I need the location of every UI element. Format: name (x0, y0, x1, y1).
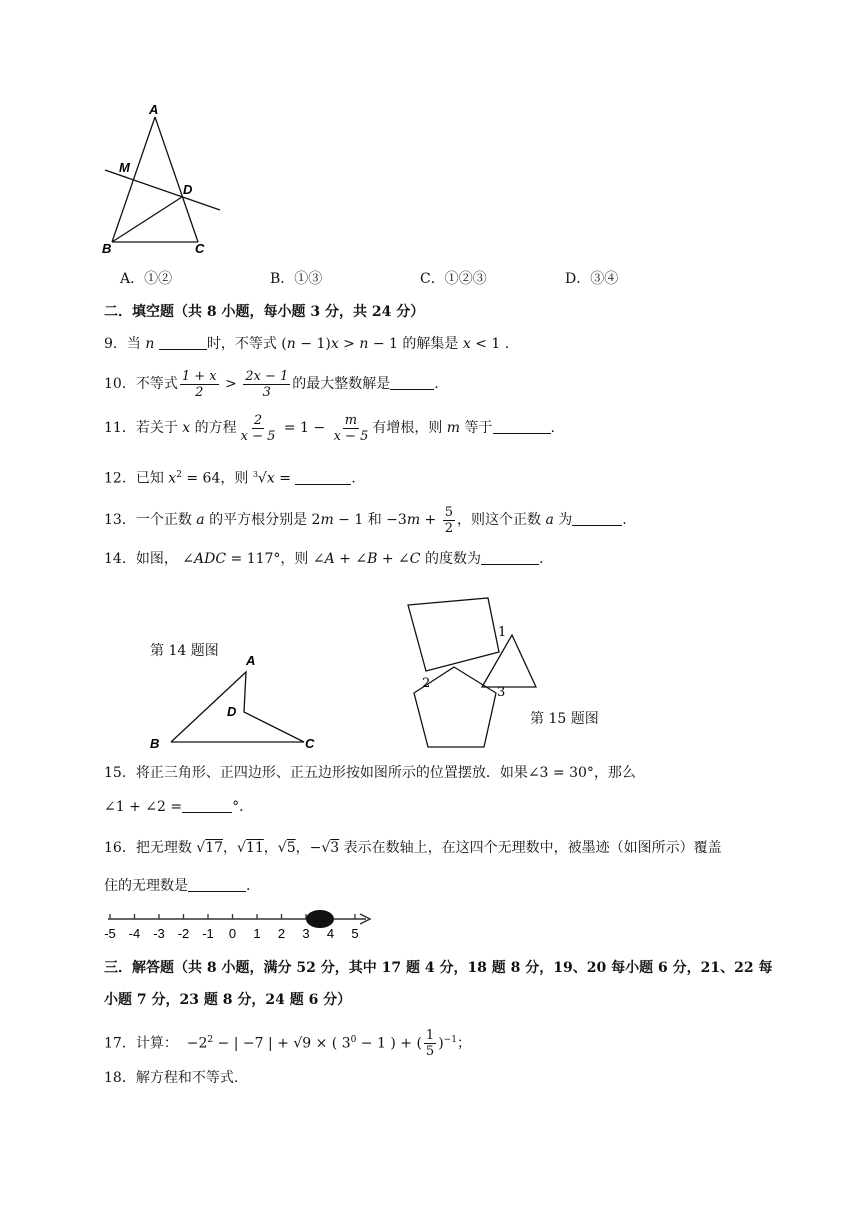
figure-15 (400, 595, 550, 755)
fig15-label-1: 1 (498, 625, 507, 640)
question-11: 11．若关于 x 的方程 $\frac{2}{x - 5}$ = 1 − $\frac{m}{x - 5}$ 有增根，则 m 等于 . (104, 412, 555, 444)
fig14-label-C: C (305, 736, 315, 751)
option-a: A．①② (120, 271, 173, 287)
figure-14-caption: 第 14 题图 (150, 643, 219, 659)
number-line (100, 908, 380, 944)
question-15-line1: 15．将正三角形、正四边形、正五边形按如图所示的位置摆放．如果∠3 = 30°，那么 (104, 765, 636, 781)
section2-title: 二．填空题（共 8 小题，每小题 3 分，共 24 分） (104, 304, 425, 320)
option-b: B．①③ (270, 271, 323, 287)
tick-label: -2 (177, 926, 190, 941)
tick-label: 3 (302, 926, 310, 941)
tick-label: 0 (228, 926, 237, 941)
label-D: D (183, 182, 193, 197)
tick-label: -1 (202, 926, 214, 941)
tick-label: 2 (277, 926, 286, 941)
question-13: 13．一个正数 a 的平方根分别是 2m − 1 和 −3m + $\frac{5}{2}$ ，则这个正数 a 为 . (104, 504, 627, 536)
question-12: 12．已知 $x^2 = 64$，则 $^3$√x = . (104, 470, 356, 487)
label-B: B (102, 241, 112, 256)
question-18: 18．解方程和不等式. (104, 1070, 239, 1086)
fig14-label-D: D (227, 704, 237, 719)
section3-line2: 小题 7 分，23 题 8 分，24 题 6 分） (104, 992, 352, 1008)
label-C: C (195, 241, 205, 256)
triangle-figure-top (95, 100, 235, 260)
question-9: 9．当 n 时，不等式 (n − 1)x > n − 1 的解集是 x < 1 . (104, 336, 510, 352)
fig15-label-3: 3 (497, 685, 506, 700)
figure-15-caption: 第 15 题图 (530, 711, 599, 727)
question-17: 17．计算： $-2^2$ − | −7 | + √9 × ( $3^0 - 1$ ) + ( $\frac{1}{5}$ )$^{-1}$； (104, 1028, 471, 1060)
figure-14 (140, 650, 340, 755)
question-10: 10．不等式 $\frac{1 + x}{2}$ > $\frac{2x - 1}{3}$ 的最大整数解是 . (104, 368, 439, 400)
tick-label: 4 (326, 926, 335, 941)
question-16-line2: 住的无理数是 . (104, 878, 251, 894)
tick-label: 1 (253, 926, 261, 941)
tick-label: -5 (104, 926, 116, 941)
fig14-label-B: B (150, 736, 160, 751)
fig14-label-A: A (246, 653, 256, 668)
option-d: D．③④ (565, 271, 619, 287)
ink-blot (306, 910, 334, 928)
tick-label: -3 (153, 926, 165, 941)
tick-label: 5 (351, 926, 359, 941)
tick-label: -4 (128, 926, 141, 941)
section3-line1: 三．解答题（共 8 小题，满分 52 分，其中 17 题 4 分，18 题 8 分，19、20 每小题 6 分，21、22 每 (104, 960, 773, 976)
question-15-line2: ∠1 + ∠2 = °． (104, 799, 254, 815)
question-16-line1: 16．把无理数 √17，√11，√5，−√3 表示在数轴上，在这四个无理数中，被墨迹（如图所示）覆盖 (104, 840, 722, 856)
question-14: 14．如图， ∠ADC = 117°，则 ∠A + ∠B + ∠C 的度数为 . (104, 551, 544, 567)
option-c: C．①②③ (420, 271, 487, 287)
fig15-label-2: 2 (422, 676, 431, 691)
label-M: M (119, 160, 130, 175)
label-A: A (149, 102, 159, 117)
